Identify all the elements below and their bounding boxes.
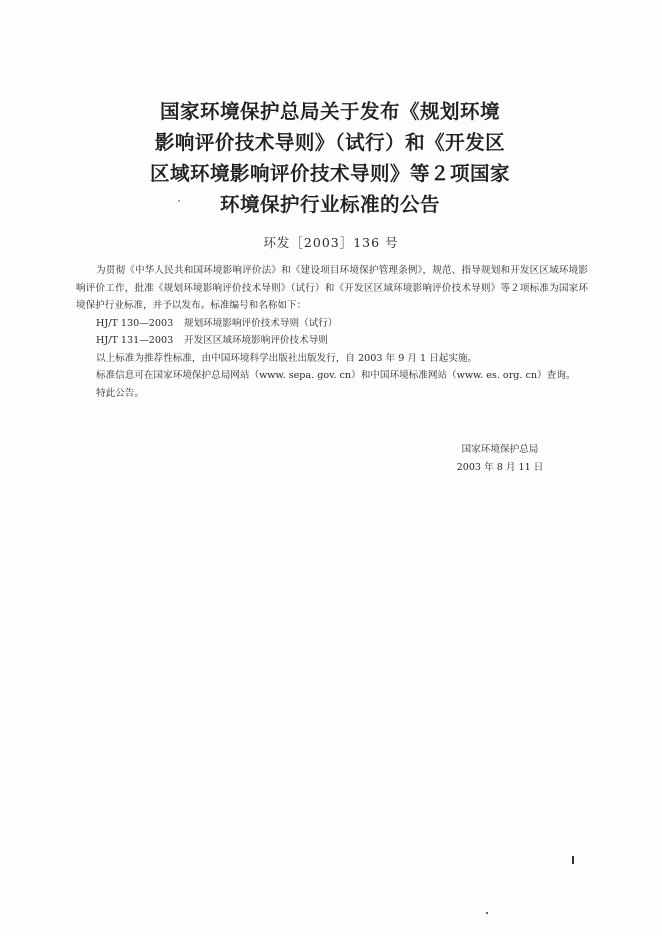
- standard-code: HJ/T 131—2003: [96, 335, 174, 346]
- standard-item: [76, 332, 588, 350]
- document-body: [76, 262, 588, 402]
- title-line: 国家环境保护总局关于发布《规划环境: [159, 100, 500, 123]
- title-line: 环境保护行业标准的公告: [219, 193, 440, 216]
- standard-name: 开发区区域环境影响评价技术导则: [184, 335, 328, 346]
- signature-organization: 国家环境保护总局: [461, 444, 539, 455]
- document-number: 环发［2003］136 号: [263, 235, 399, 250]
- scan-dot: [486, 912, 488, 914]
- standard-item: [76, 315, 588, 333]
- standard-code: HJ/T 130—2003: [96, 317, 174, 329]
- info-note: 标准信息可在国家环境保护总局网站（www. sepa. gov. cn）和中国环境标准网站（www. es. org. cn）查询。: [96, 370, 576, 381]
- standard-name: 规划环境影响评价技术导则（试行）: [184, 317, 338, 329]
- document-title: [90, 96, 570, 220]
- scan-dot: [178, 200, 180, 202]
- closing-text: 特此公告。: [96, 387, 144, 399]
- publish-note: 以上标准为推荐性标准，由中国环境科学出版社出版发行，自 2003 年 9 月 1 日起实施。: [96, 352, 478, 364]
- scan-mark: [572, 856, 574, 864]
- title-line: 影响评价技术导则》（试行）和《开发区: [154, 131, 506, 154]
- intro-paragraph: 为贯彻《中华人民共和国环境影响评价法》和《建设项目环境保护管理条例》，规范、指导规划和开发区区域环境影响评价工作，批准《规划环境影响评价技术导则》（试行）和《开发区区域环境影响评价技术导则》等２项标准为国家环境保护行业标准，并予以发布。标准编号和名称如下：: [76, 265, 588, 311]
- title-line: 区域环境影响评价技术导则》等２项国家: [149, 162, 510, 185]
- signature-date: 2003 年 8 月 11 日: [456, 462, 544, 473]
